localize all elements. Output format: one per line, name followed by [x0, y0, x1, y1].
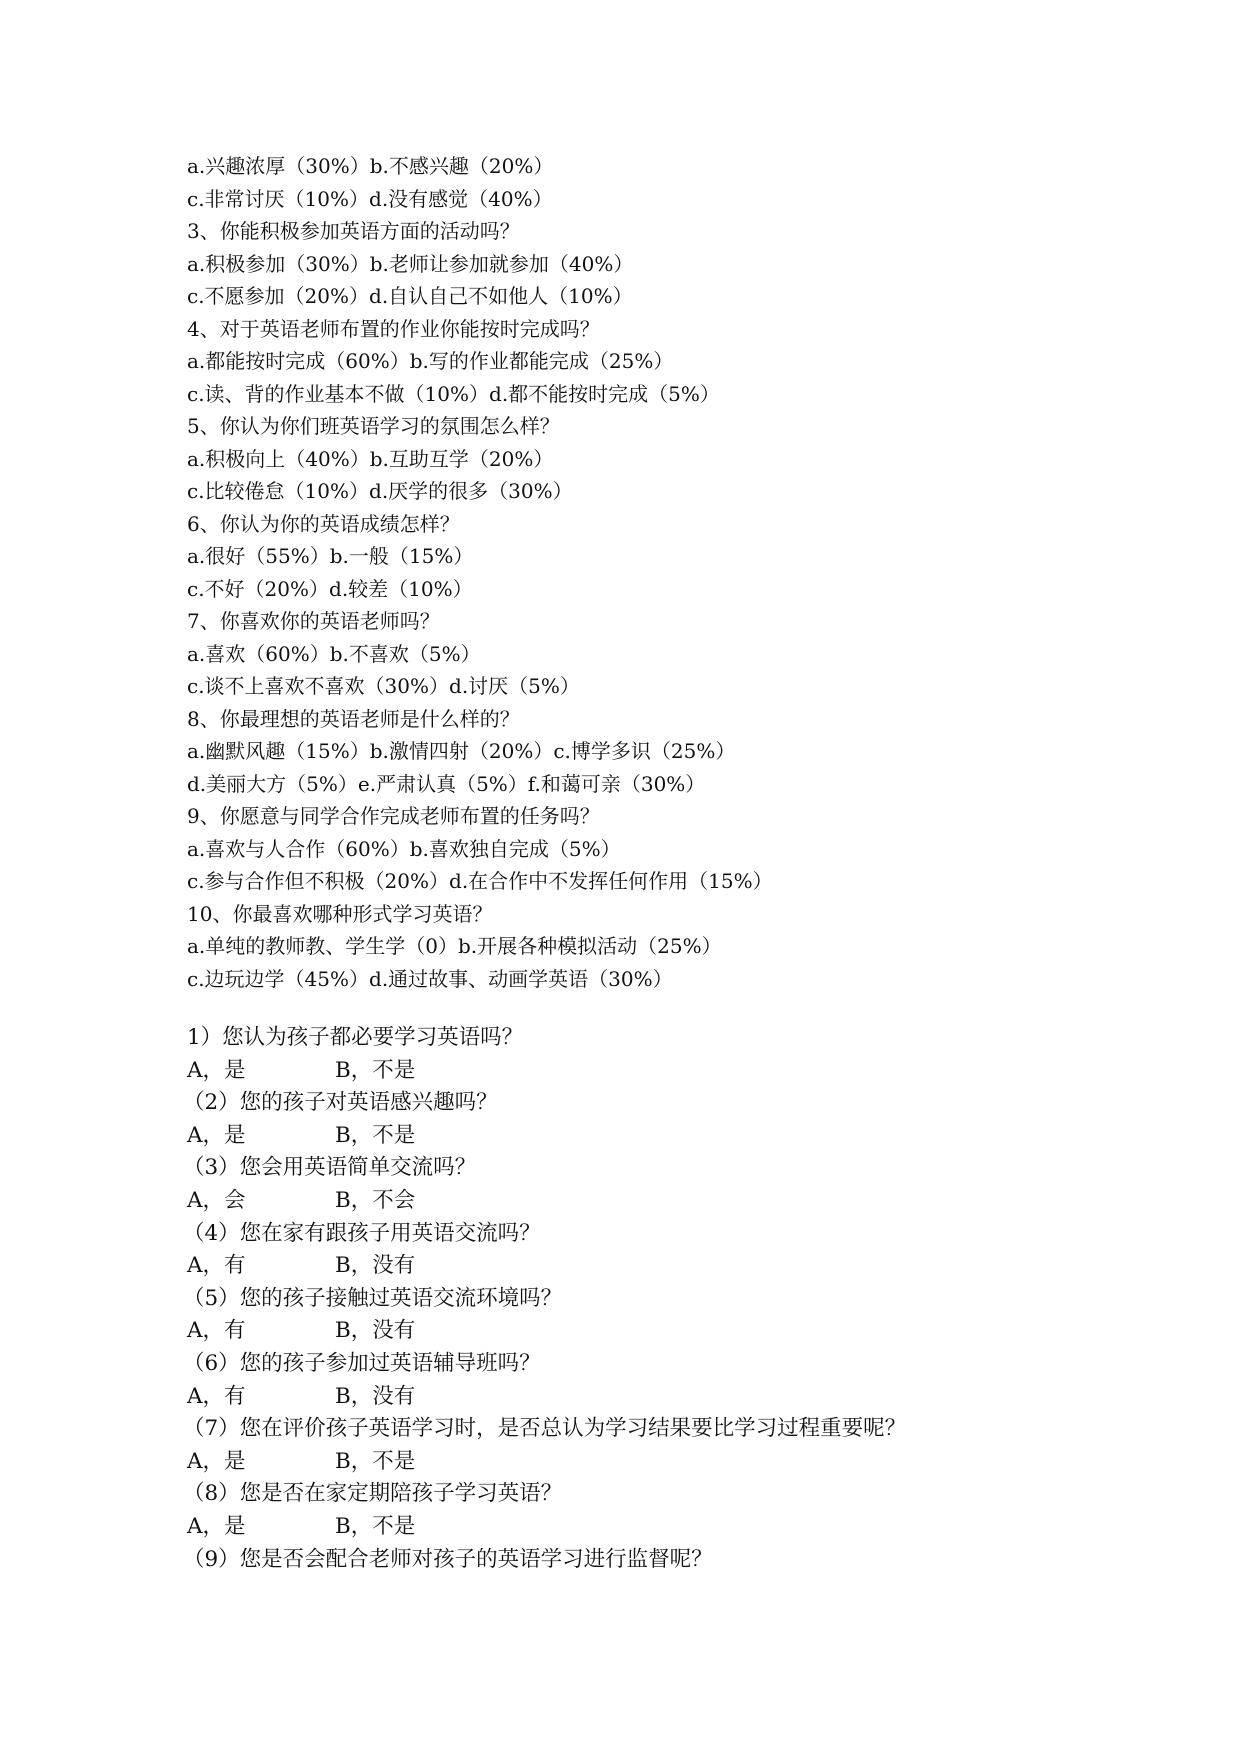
option-a: A，是 [187, 1122, 246, 1148]
question-line: 1）您认为孩子都必要学习英语吗？ [187, 1025, 524, 1050]
option-a: A，有 [187, 1383, 246, 1409]
answer-line: c.非常讨厌（10%）d.没有感觉（40%） [187, 186, 553, 211]
question-line: 5、你认为你们班英语学习的氛围怎么样？ [187, 414, 560, 438]
answer-line: d.美丽大方（5%）e.严肃认真（5%）f.和蔼可亲（30%） [187, 771, 706, 796]
option-a: A，有 [187, 1253, 246, 1279]
question-line: （4）您在家有跟孩子用英语交流吗？ [183, 1220, 541, 1246]
option-a: A，是 [187, 1448, 246, 1474]
question-line: （9）您是否会配合老师对孩子的英语学习进行监督呢？ [183, 1546, 713, 1572]
options-line [187, 1185, 1197, 1218]
option-b: B，不是 [335, 1122, 416, 1148]
option-a: A，有 [187, 1318, 246, 1344]
question-line: （7）您在评价孩子英语学习时，是否总认为学习结果要比学习过程重要呢？ [183, 1416, 907, 1442]
question-line: （8）您是否在家定期陪孩子学习英语？ [183, 1481, 563, 1507]
option-b: B，不会 [335, 1187, 416, 1213]
options-line [187, 1511, 1197, 1544]
answer-line: c.比较倦怠（10%）d.厌学的很多（30%） [187, 479, 573, 503]
option-b: B，没有 [335, 1318, 416, 1344]
option-b: B，没有 [335, 1253, 416, 1279]
options-line [187, 1250, 1197, 1283]
answer-line: a.喜欢（60%）b.不喜欢（5%） [187, 641, 481, 666]
answer-line: c.参与合作但不积极（20%）d.在合作中不发挥任何作用（15%） [187, 869, 773, 893]
answer-line: a.很好（55%）b.一般（15%） [187, 544, 474, 568]
question-line: 7、你喜欢你的英语老师吗？ [187, 609, 440, 633]
options-line [187, 1446, 1197, 1479]
question-line: 6、你认为你的英语成绩怎样？ [187, 511, 460, 536]
question-line: （3）您会用英语简单交流吗？ [183, 1155, 477, 1181]
option-b: B，不是 [335, 1448, 416, 1474]
option-b: B，不是 [335, 1513, 416, 1539]
option-b: B，不是 [335, 1057, 416, 1083]
answer-line: a.兴趣浓厚（30%）b.不感兴趣（20%） [187, 154, 554, 178]
question-line: 4、对于英语老师布置的作业你能按时完成吗？ [187, 316, 600, 341]
answer-line: c.读、背的作业基本不做（10%）d.都不能按时完成（5%） [187, 381, 720, 406]
parent-questionnaire [183, 1022, 1197, 1576]
question-line: （2）您的孩子对英语感兴趣吗？ [183, 1090, 498, 1116]
question-line: 9、你愿意与同学合作完成老师布置的任务吗？ [187, 804, 600, 828]
option-a: A，是 [187, 1513, 246, 1539]
question-line: （5）您的孩子接触过英语交流环境吗？ [183, 1285, 563, 1311]
answer-line: a.幽默风趣（15%）b.激情四射（20%）c.博学多识（25%） [187, 739, 736, 763]
option-a: A，是 [187, 1057, 246, 1083]
answer-line: c.不愿参加（20%）d.自认自己不如他人（10%） [187, 284, 633, 308]
question-line: （6）您的孩子参加过英语辅导班吗？ [183, 1350, 541, 1376]
answer-line: c.边玩边学（45%）d.通过故事、动画学英语（30%） [187, 966, 673, 991]
options-line [187, 1055, 1197, 1088]
question-line: 10、你最喜欢哪种形式学习英语？ [187, 901, 493, 926]
answer-line: a.都能按时完成（60%）b.写的作业都能完成（25%） [187, 349, 674, 373]
answer-line: a.积极向上（40%）b.互助互学（20%） [187, 446, 554, 471]
answer-line: a.积极参加（30%）b.老师让参加就参加（40%） [187, 251, 634, 276]
option-a: A，会 [187, 1187, 246, 1213]
answer-line: c.谈不上喜欢不喜欢（30%）d.讨厌（5%） [187, 674, 580, 698]
options-line [187, 1381, 1197, 1414]
answer-line: a.喜欢与人合作（60%）b.喜欢独自完成（5%） [187, 836, 621, 861]
option-b: B，没有 [335, 1383, 416, 1409]
answer-line: a.单纯的教师教、学生学（0）b.开展各种模拟活动（25%） [187, 934, 722, 958]
options-line [187, 1120, 1197, 1153]
student-survey-results [187, 150, 1167, 995]
answer-line: c.不好（20%）d.较差（10%） [187, 576, 473, 601]
options-line [187, 1315, 1197, 1348]
question-line: 3、你能积极参加英语方面的活动吗？ [187, 219, 520, 243]
question-line: 8、你最理想的英语老师是什么样的？ [187, 706, 520, 731]
